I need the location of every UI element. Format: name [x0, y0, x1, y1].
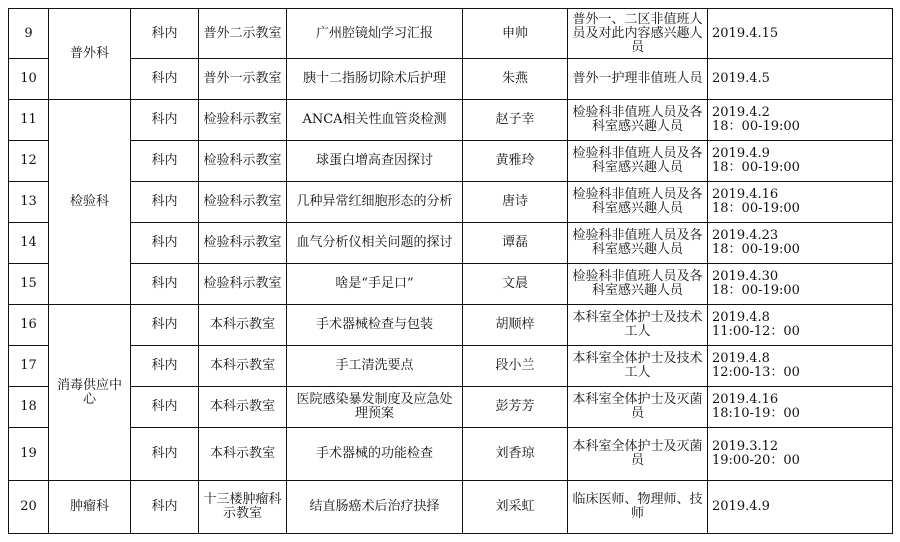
date-cell: 2019.4.8 11:00-12：00	[708, 305, 893, 346]
training-type: 科内	[131, 9, 199, 59]
table-row	[9, 59, 893, 100]
table-row	[9, 182, 893, 223]
topic-cell: 血气分析仪相关问题的探讨	[287, 223, 463, 264]
training-type: 科内	[131, 428, 199, 481]
speaker-cell: 朱燕	[463, 59, 568, 100]
table-row	[9, 428, 893, 481]
date-cell: 2019.4.9 18：00-19:00	[708, 141, 893, 182]
topic-cell: ANCA相关性血管炎检测	[287, 100, 463, 141]
table-row	[9, 100, 893, 141]
venue-cell: 普外一示教室	[199, 59, 287, 100]
training-type: 科内	[131, 141, 199, 182]
training-type: 科内	[131, 346, 199, 387]
department-cell: 消毒供应中心	[49, 305, 131, 481]
topic-cell: 胰十二指肠切除术后护理	[287, 59, 463, 100]
date-cell: 2019.4.16 18:10-19：00	[708, 387, 893, 428]
row-number: 15	[9, 264, 49, 305]
table-row	[9, 305, 893, 346]
audience-cell: 检验科非值班人员及各科室感兴趣人员	[568, 182, 708, 223]
date-cell: 2019.4.5	[708, 59, 893, 100]
date-cell: 2019.4.23 18：00-19:00	[708, 223, 893, 264]
training-type: 科内	[131, 59, 199, 100]
speaker-cell: 文晨	[463, 264, 568, 305]
venue-cell: 十三楼肿瘤科示教室	[199, 481, 287, 534]
venue-cell: 本科示教室	[199, 387, 287, 428]
speaker-cell: 赵子幸	[463, 100, 568, 141]
venue-cell: 检验科示教室	[199, 100, 287, 141]
training-type: 科内	[131, 481, 199, 534]
department-cell: 普外科	[49, 9, 131, 100]
speaker-cell: 胡顺梓	[463, 305, 568, 346]
table-row	[9, 223, 893, 264]
venue-cell: 检验科示教室	[199, 182, 287, 223]
row-number: 11	[9, 100, 49, 141]
row-number: 10	[9, 59, 49, 100]
topic-cell: 手术器械检查与包装	[287, 305, 463, 346]
date-cell: 2019.4.2 18：00-19:00	[708, 100, 893, 141]
audience-cell: 本科室全体护士及技术工人	[568, 346, 708, 387]
speaker-cell: 刘采虹	[463, 481, 568, 534]
topic-cell: 手工清洗要点	[287, 346, 463, 387]
training-type: 科内	[131, 100, 199, 141]
table-row	[9, 346, 893, 387]
row-number: 19	[9, 428, 49, 481]
audience-cell: 本科室全体护士及灭菌员	[568, 387, 708, 428]
venue-cell: 本科示教室	[199, 346, 287, 387]
speaker-cell: 段小兰	[463, 346, 568, 387]
date-cell: 2019.3.12 19:00-20：00	[708, 428, 893, 481]
department-cell: 检验科	[49, 100, 131, 305]
speaker-cell: 黄雅玲	[463, 141, 568, 182]
table-row	[9, 387, 893, 428]
speaker-cell: 彭芳芳	[463, 387, 568, 428]
row-number: 20	[9, 481, 49, 534]
venue-cell: 检验科示教室	[199, 141, 287, 182]
date-cell: 2019.4.8 12:00-13：00	[708, 346, 893, 387]
row-number: 13	[9, 182, 49, 223]
table-row	[9, 141, 893, 182]
venue-cell: 普外二示教室	[199, 9, 287, 59]
speaker-cell: 谭磊	[463, 223, 568, 264]
audience-cell: 检验科非值班人员及各科室感兴趣人员	[568, 141, 708, 182]
row-number: 12	[9, 141, 49, 182]
training-schedule-table	[8, 8, 893, 534]
row-number: 17	[9, 346, 49, 387]
training-type: 科内	[131, 264, 199, 305]
audience-cell: 临床医师、物理师、技师	[568, 481, 708, 534]
row-number: 14	[9, 223, 49, 264]
date-cell: 2019.4.30 18：00-19:00	[708, 264, 893, 305]
venue-cell: 本科示教室	[199, 305, 287, 346]
topic-cell: 医院感染暴发制度及应急处理预案	[287, 387, 463, 428]
audience-cell: 本科室全体护士及技术工人	[568, 305, 708, 346]
topic-cell: 结直肠癌术后治疗抉择	[287, 481, 463, 534]
audience-cell: 检验科非值班人员及各科室感兴趣人员	[568, 100, 708, 141]
topic-cell: 啥是“手足口”	[287, 264, 463, 305]
topic-cell: 几种异常红细胞形态的分析	[287, 182, 463, 223]
training-type: 科内	[131, 182, 199, 223]
venue-cell: 检验科示教室	[199, 223, 287, 264]
table-row	[9, 9, 893, 59]
audience-cell: 检验科非值班人员及各科室感兴趣人员	[568, 223, 708, 264]
speaker-cell: 申帅	[463, 9, 568, 59]
speaker-cell: 唐诗	[463, 182, 568, 223]
topic-cell: 球蛋白增高查因探讨	[287, 141, 463, 182]
speaker-cell: 刘香琼	[463, 428, 568, 481]
training-type: 科内	[131, 223, 199, 264]
row-number: 16	[9, 305, 49, 346]
audience-cell: 本科室全体护士及灭菌员	[568, 428, 708, 481]
topic-cell: 广州腔镜灿学习汇报	[287, 9, 463, 59]
table-row	[9, 481, 893, 534]
audience-cell: 普外一护理非值班人员	[568, 59, 708, 100]
venue-cell: 本科示教室	[199, 428, 287, 481]
row-number: 9	[9, 9, 49, 59]
table-row	[9, 264, 893, 305]
venue-cell: 检验科示教室	[199, 264, 287, 305]
training-type: 科内	[131, 387, 199, 428]
audience-cell: 普外一、二区非值班人员及对此内容感兴趣人员	[568, 9, 708, 59]
department-cell: 肿瘤科	[49, 481, 131, 534]
row-number: 18	[9, 387, 49, 428]
audience-cell: 检验科非值班人员及各科室感兴趣人员	[568, 264, 708, 305]
training-type: 科内	[131, 305, 199, 346]
date-cell: 2019.4.9	[708, 481, 893, 534]
date-cell: 2019.4.16 18：00-19:00	[708, 182, 893, 223]
topic-cell: 手术器械的功能检查	[287, 428, 463, 481]
date-cell: 2019.4.15	[708, 9, 893, 59]
